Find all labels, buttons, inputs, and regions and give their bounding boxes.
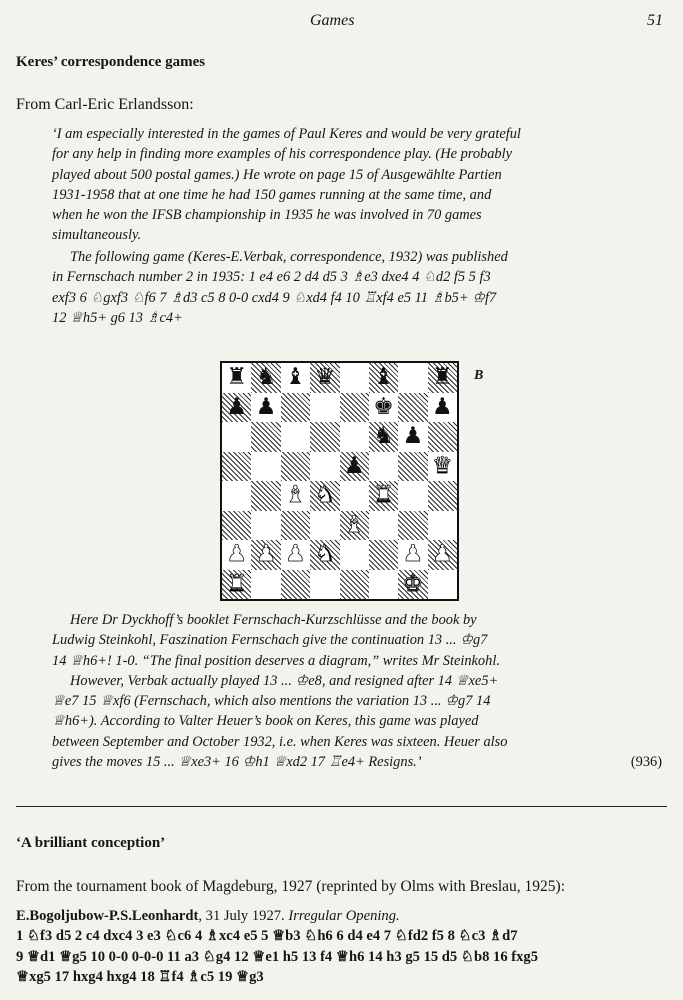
square-g1 bbox=[398, 570, 427, 600]
square-g5 bbox=[398, 452, 427, 482]
quote-line: Ludwig Steinkohl, Faszination Fernschach give the continuation 13 ... ♔g7 bbox=[52, 632, 488, 649]
section-title-keres: Keres’ correspondence games bbox=[16, 54, 206, 70]
square-a7 bbox=[222, 393, 251, 423]
square-d6 bbox=[310, 422, 339, 452]
quote-line: for any help in finding more examples of his correspondence play. (He probably bbox=[52, 146, 513, 163]
quote-line: 12 ♕h5+ g6 13 ♗c4+ bbox=[52, 309, 183, 326]
square-d8 bbox=[310, 363, 339, 393]
quote-line: played about 500 postal games.) He wrote on page 15 of Ausgewählte Partien bbox=[52, 166, 502, 183]
chess-board bbox=[222, 363, 457, 599]
black-bishop-icon: ♝ bbox=[373, 364, 394, 391]
black-rook-icon: ♜ bbox=[432, 364, 453, 391]
game-score bbox=[16, 906, 676, 988]
quote-line: ♕e7 15 ♕xf6 (Fernschach, which also mentions the variation 13 ... ♔g7 14 bbox=[52, 693, 491, 710]
square-g7 bbox=[398, 393, 427, 423]
square-h3 bbox=[428, 511, 457, 541]
white-pawn-icon: ♟ bbox=[285, 541, 306, 568]
square-a8 bbox=[222, 363, 251, 393]
white-rook-icon: ♜ bbox=[226, 570, 247, 597]
square-c5 bbox=[281, 452, 310, 482]
square-a4 bbox=[222, 481, 251, 511]
black-pawn-icon: ♟ bbox=[343, 452, 365, 479]
quote-line: when he won the IFSB championship in 1935 he was involved in 70 games bbox=[52, 207, 482, 224]
quote-line: simultaneously. bbox=[52, 227, 142, 244]
square-b4 bbox=[251, 481, 280, 511]
square-d1 bbox=[310, 570, 339, 600]
square-f2 bbox=[369, 540, 398, 570]
square-f5 bbox=[369, 452, 398, 482]
square-e1 bbox=[340, 570, 369, 600]
quote-line: gives the moves 15 ... ♕xe3+ 16 ♔h1 ♕xd2 17 ♖e4+ Resigns.’ bbox=[52, 754, 422, 771]
square-c4 bbox=[281, 481, 310, 511]
square-f7 bbox=[369, 393, 398, 423]
square-d7 bbox=[310, 393, 339, 423]
square-e7 bbox=[340, 393, 369, 423]
square-g6 bbox=[398, 422, 427, 452]
square-a5 bbox=[222, 452, 251, 482]
square-f1 bbox=[369, 570, 398, 600]
quote-line: However, Verbak actually played 13 ... ♔e8, and resigned after 14 ♕xe5+ bbox=[70, 672, 499, 689]
moves-line: 9 ♕d1 ♕g5 10 0-0 0-0-0 11 a3 ♘g4 12 ♕e1 h5 13 f4 ♕h6 14 h3 g5 15 d5 ♘b8 16 fxg5 bbox=[16, 948, 539, 965]
white-king-icon: ♚ bbox=[402, 570, 424, 597]
black-knight-icon: ♞ bbox=[373, 423, 394, 450]
square-c1 bbox=[281, 570, 310, 600]
square-c3 bbox=[281, 511, 310, 541]
game-players: E.Bogoljubow-P.S.Leonhardt bbox=[16, 908, 199, 924]
square-a3 bbox=[222, 511, 251, 541]
black-pawn-icon: ♟ bbox=[226, 393, 247, 420]
square-e2 bbox=[340, 540, 369, 570]
black-queen-icon: ♛ bbox=[314, 364, 336, 391]
reference-number: (936) bbox=[630, 754, 662, 771]
square-g2 bbox=[398, 540, 427, 570]
black-rook-icon: ♜ bbox=[226, 364, 247, 391]
moves-line: ♕xg5 17 hxg4 hxg4 18 ♖f4 ♗c5 19 ♕g3 bbox=[16, 969, 264, 986]
square-a1 bbox=[222, 570, 251, 600]
quote-paragraph-1 bbox=[52, 124, 662, 246]
white-pawn-icon: ♟ bbox=[226, 541, 247, 568]
square-f6 bbox=[369, 422, 398, 452]
square-e5 bbox=[340, 452, 369, 482]
quote-line: ‘I am especially interested in the games of Paul Keres and would be very grateful bbox=[52, 126, 521, 142]
white-knight-icon: ♞ bbox=[314, 482, 336, 509]
square-d3 bbox=[310, 511, 339, 541]
black-bishop-icon: ♝ bbox=[285, 364, 306, 391]
square-a2 bbox=[222, 540, 251, 570]
quote-line: Here Dr Dyckhoff’s booklet Fernschach-Kurzschlüsse and the book by bbox=[70, 612, 477, 628]
square-h1 bbox=[428, 570, 457, 600]
square-g3 bbox=[398, 511, 427, 541]
square-c7 bbox=[281, 393, 310, 423]
quote-last-line bbox=[52, 752, 662, 772]
square-e6 bbox=[340, 422, 369, 452]
square-d2 bbox=[310, 540, 339, 570]
moves-line: 1 ♘f3 d5 2 c4 dxc4 3 e3 ♘c6 4 ♗xc4 e5 5 ♕b3 ♘h6 6 d4 e4 7 ♘fd2 f5 8 ♘c3 ♗d7 bbox=[16, 928, 518, 945]
square-c8 bbox=[281, 363, 310, 393]
square-f8 bbox=[369, 363, 398, 393]
white-pawn-icon: ♟ bbox=[402, 541, 424, 568]
square-h4 bbox=[428, 481, 457, 511]
white-queen-icon: ♛ bbox=[432, 452, 453, 479]
square-b6 bbox=[251, 422, 280, 452]
black-knight-icon: ♞ bbox=[255, 364, 277, 391]
quote-line: in Fernschach number 2 in 1935: 1 e4 e6 2 d4 d5 3 ♗e3 dxe4 4 ♘d2 f5 5 f3 bbox=[52, 269, 491, 286]
white-pawn-icon: ♟ bbox=[432, 541, 453, 568]
square-h6 bbox=[428, 422, 457, 452]
quote-line: 14 ♕h6+! 1-0. “The final position deserves a diagram,” writes Mr Steinkohl. bbox=[52, 652, 500, 669]
page-header bbox=[0, 8, 683, 32]
quote-line: exf3 6 ♘gxf3 ♘f6 7 ♗d3 c5 8 0-0 cxd4 9 ♘xd4 f4 10 ♖xf4 e5 11 ♗b5+ ♔f7 bbox=[52, 289, 497, 306]
letter-from-line: From Carl-Eric Erlandsson: bbox=[16, 96, 194, 113]
square-g8 bbox=[398, 363, 427, 393]
section-divider bbox=[16, 806, 667, 807]
page-number: 51 bbox=[647, 12, 663, 29]
square-h2 bbox=[428, 540, 457, 570]
square-b5 bbox=[251, 452, 280, 482]
square-d4 bbox=[310, 481, 339, 511]
white-bishop-icon: ♝ bbox=[343, 511, 365, 538]
black-pawn-icon: ♟ bbox=[255, 393, 277, 420]
square-b8 bbox=[251, 363, 280, 393]
square-f4 bbox=[369, 481, 398, 511]
white-rook-icon: ♜ bbox=[373, 482, 394, 509]
section-title-brilliant: ‘A brilliant conception’ bbox=[16, 835, 166, 851]
quote-paragraph-3 bbox=[52, 610, 662, 772]
square-e4 bbox=[340, 481, 369, 511]
square-a6 bbox=[222, 422, 251, 452]
white-pawn-icon: ♟ bbox=[255, 541, 277, 568]
square-c2 bbox=[281, 540, 310, 570]
square-h7 bbox=[428, 393, 457, 423]
square-e3 bbox=[340, 511, 369, 541]
square-b7 bbox=[251, 393, 280, 423]
game-date: , 31 July 1927. bbox=[198, 908, 289, 924]
white-bishop-icon: ♝ bbox=[285, 482, 306, 509]
square-f3 bbox=[369, 511, 398, 541]
square-b1 bbox=[251, 570, 280, 600]
square-c6 bbox=[281, 422, 310, 452]
square-g4 bbox=[398, 481, 427, 511]
black-king-icon: ♚ bbox=[373, 393, 394, 420]
quote-line: The following game (Keres-E.Verbak, correspondence, 1932) was published bbox=[70, 249, 508, 265]
square-b3 bbox=[251, 511, 280, 541]
game-opening: Irregular Opening. bbox=[288, 908, 400, 924]
quote-line: between September and October 1932, i.e. when Keres was sixteen. Heuer also bbox=[52, 733, 508, 750]
source-line: From the tournament book of Magdeburg, 1927 (reprinted by Olms with Breslau, 1925): bbox=[16, 878, 566, 895]
chess-diagram bbox=[220, 361, 459, 601]
quote-line: 1931-1958 that at one time he had 150 games running at the same time, and bbox=[52, 186, 492, 203]
square-d5 bbox=[310, 452, 339, 482]
quote-paragraph-2 bbox=[52, 247, 662, 328]
running-head: Games bbox=[310, 12, 355, 29]
black-pawn-icon: ♟ bbox=[402, 423, 424, 450]
square-e8 bbox=[340, 363, 369, 393]
square-h8 bbox=[428, 363, 457, 393]
quote-line: ♕h6+). According to Valter Heuer’s book on Keres, this game was played bbox=[52, 713, 479, 730]
square-h5 bbox=[428, 452, 457, 482]
black-pawn-icon: ♟ bbox=[432, 393, 453, 420]
white-knight-icon: ♞ bbox=[314, 541, 336, 568]
square-b2 bbox=[251, 540, 280, 570]
side-to-move: B bbox=[474, 368, 484, 383]
game-heading bbox=[16, 906, 676, 926]
